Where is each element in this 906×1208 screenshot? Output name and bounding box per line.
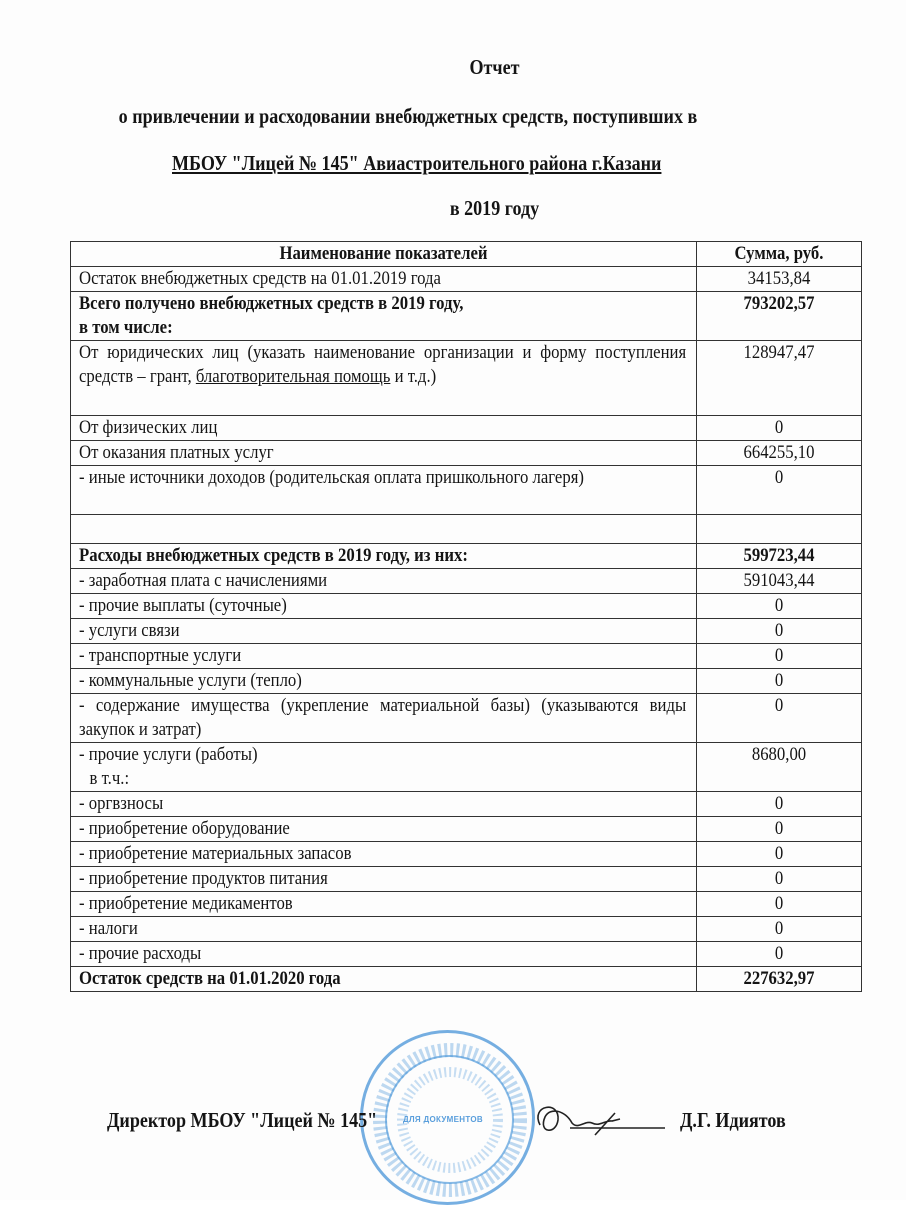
row-label: Остаток внебюджетных средств на 01.01.2019 года [71,267,697,292]
institution-name: МБОУ "Лицей № 145" Авиастроительного района г.Казани [172,151,662,175]
row-label: От оказания платных услуг [71,441,697,466]
official-stamp [360,1030,535,1205]
table-row [71,441,862,466]
row-value: 0 [697,792,862,817]
row-value: 0 [697,892,862,917]
row-label: - прочие услуги (работы) в т.ч.: [71,743,697,792]
table-row [71,341,862,416]
row-value [697,515,862,544]
row-value: 227632,97 [697,967,862,992]
row-label: - коммунальные услуги (тепло) [71,669,697,694]
table-row [71,817,862,842]
row-value: 0 [697,669,862,694]
row-value: 0 [697,644,862,669]
signatory-position: Директор МБОУ "Лицей № 145" [107,1108,378,1132]
header-sum: Сумма, руб. [697,242,862,267]
row-value: 0 [697,694,862,743]
table-row [71,917,862,942]
row-label: - прочие расходы [71,942,697,967]
report-table [70,241,862,992]
row-label: - налоги [71,917,697,942]
signature-scribble-icon [520,1095,670,1145]
table-row [71,669,862,694]
row-value: 8680,00 [697,743,862,792]
report-title: Отчет [469,55,520,79]
table-row [71,644,862,669]
table-row [71,867,862,892]
report-subtitle-line1: о привлечении и расходовании внебюджетных средств, поступивших в [118,104,698,128]
row-value: 34153,84 [697,267,862,292]
header-name: Наименование показателей [71,242,697,267]
row-value: 0 [697,466,862,515]
table-row [71,619,862,644]
table-row [71,792,862,817]
row-value: 0 [697,594,862,619]
row-label: - иные источники доходов (родительская оплата пришкольного лагеря) [71,466,697,515]
table-row-empty [71,515,862,544]
table-row-total-income [71,292,862,341]
row-value: 0 [697,817,862,842]
row-label: От юридических лиц (указать наименование организации и форму поступления средств – грант, благотворительная помощь и т.д.) [71,341,697,416]
row-value: 0 [697,416,862,441]
row-value: 793202,57 [697,292,862,341]
table-row [71,267,862,292]
table-row [71,416,862,441]
table-row [71,594,862,619]
table-header-row [71,242,862,267]
table-row [71,842,862,867]
row-value: 0 [697,917,862,942]
table-row-closing-balance [71,967,862,992]
row-label: От физических лиц [71,416,697,441]
row-value: 0 [697,867,862,892]
table-row [71,892,862,917]
table-row [71,569,862,594]
report-year: в 2019 году [449,196,540,220]
table-row [71,942,862,967]
row-label: - приобретение материальных запасов [71,842,697,867]
row-label: Расходы внебюджетных средств в 2019 году, из них: [71,544,697,569]
row-value: 591043,44 [697,569,862,594]
table-row [71,466,862,515]
row-value: 664255,10 [697,441,862,466]
row-value: 0 [697,842,862,867]
row-value: 0 [697,942,862,967]
row-label: - приобретение медикаментов [71,892,697,917]
row-label: - содержание имущества (укрепление материальной базы) (указываются виды закупок и затрат) [71,694,697,743]
stamp-label: ДЛЯ ДОКУМЕНТОВ [403,1115,483,1124]
row-label: - транспортные услуги [71,644,697,669]
table-row [71,743,862,792]
signatory-name: Д.Г. Идиятов [680,1108,786,1132]
row-label: - оргвзносы [71,792,697,817]
table-row-total-expenses [71,544,862,569]
row-value: 128947,47 [697,341,862,416]
row-label: - услуги связи [71,619,697,644]
row-value: 599723,44 [697,544,862,569]
row-value: 0 [697,619,862,644]
row-label: Всего получено внебюджетных средств в 2019 году, в том числе: [71,292,697,341]
row-label: - приобретение оборудование [71,817,697,842]
table-row [71,694,862,743]
row-label: - приобретение продуктов питания [71,867,697,892]
report-subtitle-line2 [0,151,906,175]
row-label: - заработная плата с начислениями [71,569,697,594]
row-label: - прочие выплаты (суточные) [71,594,697,619]
row-label: Остаток средств на 01.01.2020 года [71,967,697,992]
row-label [71,515,697,544]
